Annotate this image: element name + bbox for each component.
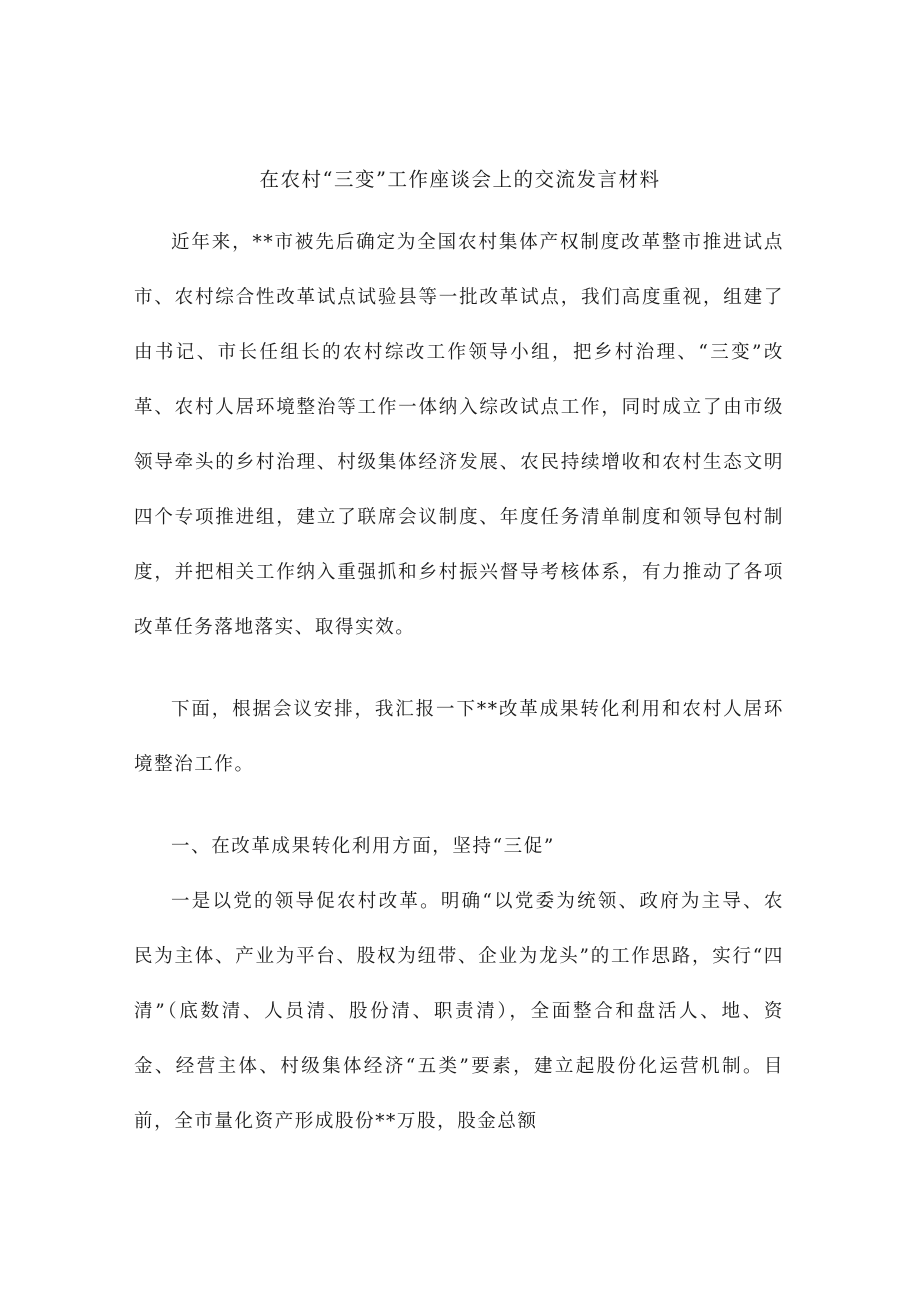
document-body bbox=[134, 215, 784, 1176]
paragraph-party-leadership: 一是以党的领导促农村改革。明确“以党委为统领、政府为主导、农民为主体、产业为平台、股权为纽带、企业为龙头”的工作思路，实行“四清”（底数清、人员清、股份清、职责清），全面整合和盘活人、地、资金、经营主体、村级集体经济“五类”要素，建立起股份化运营机制。目前，全市量化资产形成股份**万股，股金总额 bbox=[134, 891, 784, 1132]
paragraph-report-outline: 下面，根据会议安排，我汇报一下**改革成果转化利用和农村人居环境整治工作。 bbox=[134, 699, 784, 775]
section-heading-1: 一、在改革成果转化利用方面，坚持“三促” bbox=[171, 836, 555, 857]
document-title: 在农村“三变”工作座谈会上的交流发言材料 bbox=[259, 168, 661, 191]
paragraph-intro: 近年来，**市被先后确定为全国农村集体产权制度改革整市推进试点市、农村综合性改革试点试验县等一批改革试点，我们高度重视，组建了由书记、市长任组长的农村综改工作领导小组，把乡村治理、“三变”改革、农村人居环境整治等工作一体纳入综改试点工作，同时成立了由市级领导牵头的乡村治理、村级集体经济发展、农民持续增收和农村生态文明四个专项推进组，建立了联席会议制度、年度任务清单制度和领导包村制度，并把相关工作纳入重强抓和乡村振兴督导考核体系，有力推动了各项改革任务落地落实、取得实效。 bbox=[134, 232, 784, 638]
